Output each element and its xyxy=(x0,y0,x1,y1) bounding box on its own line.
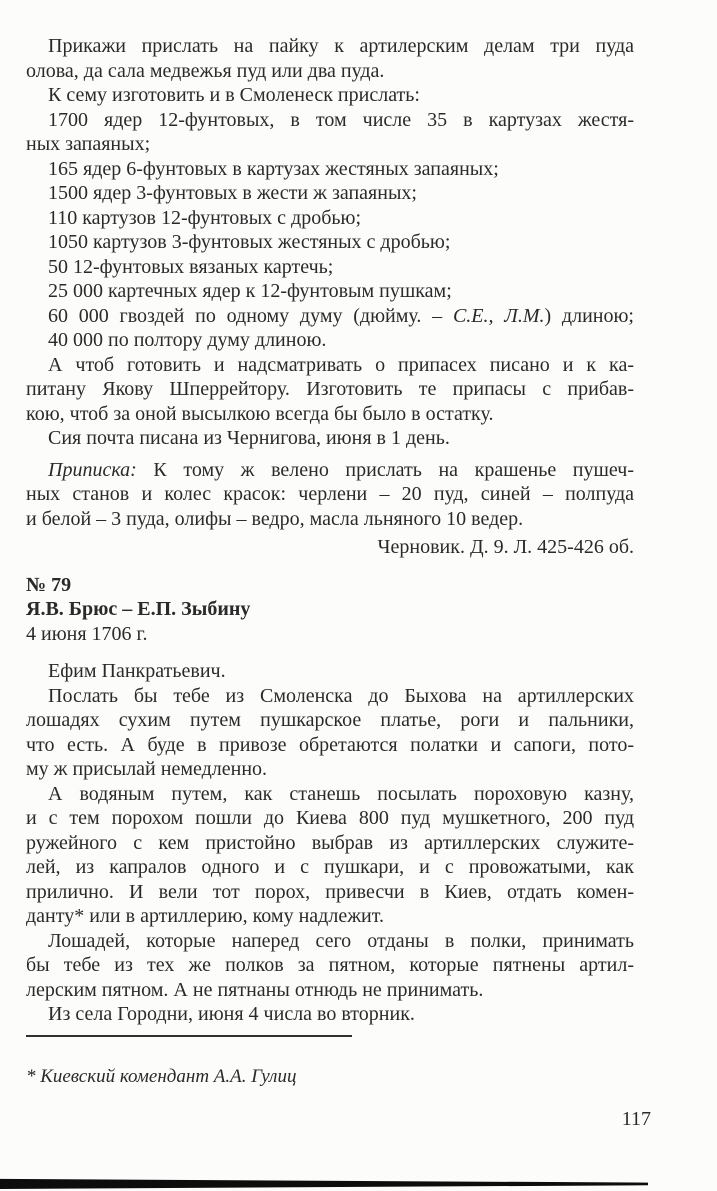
text-line: кою, чтоб за оной высылкою всегда бы было в остатку. xyxy=(26,402,494,425)
supply-list-line: 1050 картузов 3-фунтовых жестяных с дробью; xyxy=(48,231,451,253)
supply-list-line xyxy=(26,304,634,329)
supply-list-line: 1500 ядер 3-фунтовых в жести ж запаяных; xyxy=(48,182,417,204)
text-line: бы тебе из тех же полков за пятном, которые пятнены артил- xyxy=(26,954,634,976)
supply-list-line: 1700 ядер 12-фунтовых, в том числе 35 в картузах жестя- xyxy=(48,108,634,131)
list-text: ) длиною; xyxy=(544,304,634,327)
postscript-label: Приписка: xyxy=(48,458,137,481)
text-line: А чтоб готовить и надсматривать о припасех писано и к ка- xyxy=(48,353,634,376)
text-line: питану Якову Шперрейтору. Изготовить те припасы с прибав- xyxy=(26,378,634,400)
postscript-text: К тому ж велено прислать на крашенье пушеч- xyxy=(136,458,634,481)
supply-list-line: 50 12-фунтовых вязаных картечь; xyxy=(48,255,334,278)
text-line: данту* или в артиллерию, кому надлежит. xyxy=(26,905,384,927)
text-line: Лошадей, которые наперед сего отданы в полки, принимать xyxy=(48,929,634,952)
footnote-text: Киевский комендант А.А. Гулиц xyxy=(40,1065,297,1087)
text-line: Сия почта писана из Чернигова, июня в 1 день. xyxy=(48,427,450,449)
text-line: олова, да сала медвежья пуд или два пуда. xyxy=(26,59,385,82)
text-line: К сему изготовить и в Смоленеск прислать: xyxy=(48,84,420,106)
archive-reference: Черновик. Д. 9. Л. 425-426 об. xyxy=(377,536,634,558)
supply-list-line: ных запаяных; xyxy=(26,133,151,155)
text-line: Послать бы тебе из Смоленска до Быхова на артиллерских xyxy=(48,684,634,707)
supply-list-line: 165 ядер 6-фунтовых в картузах жестяных запаяных; xyxy=(48,157,499,180)
text-line: лошадях сухим путем пушкарское платье, роги и пальники, xyxy=(26,709,634,731)
page-number: 117 xyxy=(621,1108,651,1130)
text-line: лерским пятном. А не пятнаны отнюдь не принимать. xyxy=(26,978,484,1001)
text-line: и с тем порохом пошли до Киева 800 пуд мушкетного, 200 пуд xyxy=(26,807,634,829)
postscript-line xyxy=(26,458,634,483)
letter-number: № 79 xyxy=(26,573,72,596)
footnote-marker: * xyxy=(26,1065,41,1087)
text-line: му ж присылай немедленно. xyxy=(26,758,268,780)
footnote xyxy=(26,1065,634,1089)
letter-date: 4 июня 1706 г. xyxy=(26,622,148,645)
supply-list-line: 40 000 по полтору думу длиною. xyxy=(48,329,327,351)
text-line: прилично. И вели тот порох, привесчи в Киев, отдать комен- xyxy=(26,880,634,903)
text-line: лей, из капралов одного и с пушкари, и с провожатыми, как xyxy=(26,856,634,878)
text-line: ружейного с кем пристойно выбрав из артиллерских служите- xyxy=(26,831,634,854)
supply-list-line: 25 000 картечных ядер к 12-фунтовым пушкам; xyxy=(48,280,452,302)
postscript-line: и белой – 3 пуда, олифы – ведро, масла льняного 10 ведер. xyxy=(26,507,524,530)
text-line: Прикажи прислать на пайку к артилерским делам три пуда xyxy=(48,35,634,57)
postscript-line: ных станов и колес красок: черлени – 20 пуд, синей – полпуда xyxy=(26,483,634,505)
list-text: 60 000 гвоздей по одному думу (дюйму. – xyxy=(48,304,453,327)
letter-title: Я.В. Брюс – Е.П. Зыбину xyxy=(26,598,251,620)
scan-edge-artifact xyxy=(0,1178,648,1189)
text-line: что есть. А буде в привозе обретаются полатки и сапоги, пото- xyxy=(26,733,634,756)
salutation: Ефим Панкратьевич. xyxy=(48,660,226,682)
text-line: А водяным путем, как станешь посылать пороховую казну, xyxy=(48,782,634,805)
footnote-rule xyxy=(26,1035,352,1037)
supply-list-line: 110 картузов 12-фунтовых с дробью; xyxy=(48,206,362,229)
editors-note: С.Е., Л.М. xyxy=(452,304,545,327)
text-line: Из села Городни, июня 4 числа во вторник. xyxy=(48,1003,415,1025)
